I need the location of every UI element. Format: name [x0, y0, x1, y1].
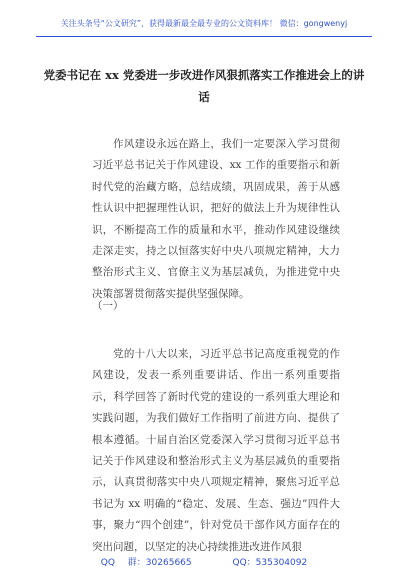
- footer-contact: [0, 555, 408, 568]
- paragraph-2: 党的十八大以来，习近平总书记高度重视党的作风建设，发表一系列重要讲话、作出一系列重要指示，科学回答了新时代党的建设的一系列重大理论和实践问题，为我们做好工作指明了前进方向、提供了根本遵循。十届自治区党委深入学习贯彻习近平总书记关于作风建设和整治形式主义为基层减负的重要指示，认真贯彻落实中央八项规定精神，聚焦习近平总书记为 xx 明确的“稳定、发展、生态、强边”四件大事，聚力“四个创建”，针对党员干部作风方面存在的突出问题，以坚定的决心持续推进改进作风狠: [92, 348, 340, 553]
- section-1-heading: （一）: [92, 300, 124, 312]
- paragraph-1: 作风建设永远在路上，我们一定要深入学习贯彻习近平总书记关于作风建设、xx 工作的重要指示和新时代党的治藏方略，总结成绩，巩固成果，善于从感性认识中把握理性认识，把好的做法上升为规律性认识，不断提高工作的质量和水平，推动作风建设继续走深走实，持之以恒落实好中央八项规定精神，大力整治形式主义、官僚主义为基层减负，为推进党中央决策部署贯彻落实提供坚强保障。: [92, 138, 340, 300]
- footer-qq-number[interactable]: QQ：535304092: [232, 558, 308, 568]
- footer-qq-group[interactable]: QQ 群：30265665: [100, 558, 192, 568]
- header-banner[interactable]: 关注头条号“公文研究”，获得最新最全最专业的公文资料库！ 微信：gongwenyj: [36, 18, 372, 37]
- document-title: 党委书记在 xx 党委进一步改进作风狠抓落实工作推进会上的讲话: [43, 68, 365, 104]
